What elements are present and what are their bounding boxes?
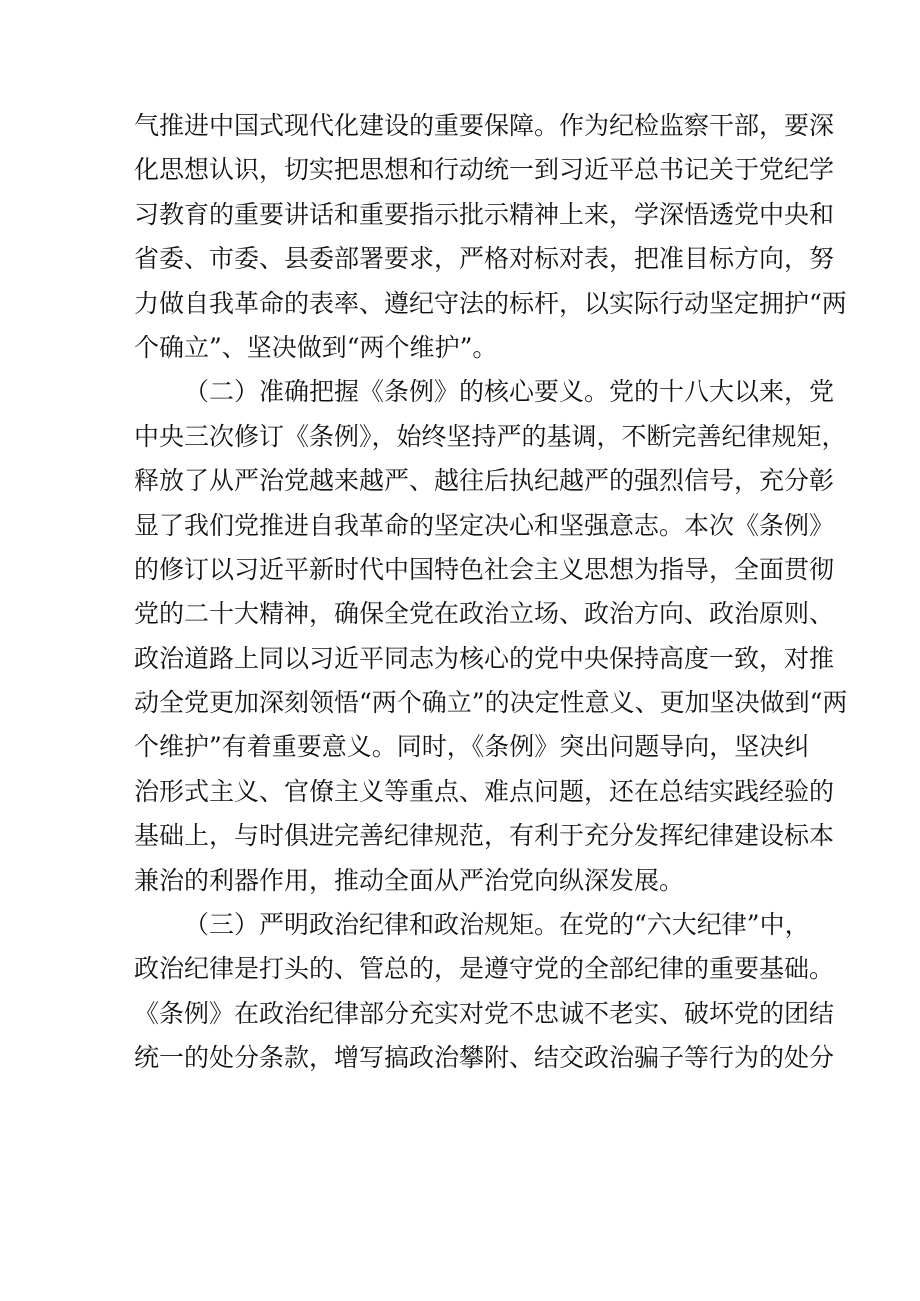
body-text [134,104,848,1081]
section-heading-line: （二）准确把握《条例》的核心要义。党的十八大以来，党 [184,377,835,407]
section-heading-line: （三）严明政治纪律和政治规矩。在党的“六大纪律”中， [184,910,810,940]
text-line: 治形式主义、官僚主义等重点、难点问题，还在总结实践经验的 [134,776,835,806]
text-line: 个确立”、坚决做到“两个维护”。 [134,332,498,362]
text-line: 个维护”有着重要意义。同时，《条例》突出问题导向，坚决纠 [134,732,810,762]
text-line: 释放了从严治党越来越严、越往后执纪越严的强烈信号，充分彰 [134,466,835,496]
text-line: 党的二十大精神，确保全党在政治立场、政治方向、政治原则、 [134,599,835,629]
text-line: 化思想认识，切实把思想和行动统一到习近平总书记关于党纪学 [134,155,835,185]
text-line: 中央三次修订《条例》，始终坚持严的基调，不断完善纪律规矩， [134,421,847,451]
text-line: 基础上，与时俱进完善纪律规范，有利于充分发挥纪律建设标本 [134,821,835,851]
text-line: 政治纪律是打头的、管总的，是遵守党的全部纪律的重要基础。 [134,954,835,984]
text-line: 动全党更加深刻领悟“两个确立”的决定性意义、更加坚决做到“两 [134,688,848,718]
text-line: 《条例》在政治纪律部分充实对党不忠诚不老实、破坏党的团结 [134,998,835,1028]
text-line: 的修订以习近平新时代中国特色社会主义思想为指导，全面贯彻 [134,554,835,584]
text-line: 政治道路上同以习近平同志为核心的党中央保持高度一致，对推 [134,643,835,673]
text-line: 习教育的重要讲话和重要指示批示精神上来，学深悟透党中央和 [134,199,835,229]
text-line: 气推进中国式现代化建设的重要保障。作为纪检监察干部，要深 [134,111,835,140]
text-line: 力做自我革命的表率、遵纪守法的标杆，以实际行动坚定拥护“两 [134,288,847,318]
text-line: 统一的处分条款，增写搞政治攀附、结交政治骗子等行为的处分 [134,1043,835,1073]
text-line: 兼治的利器作用，推动全面从严治党向纵深发展。 [134,865,685,895]
text-line: 省委、市委、县委部署要求，严格对标对表，把准目标方向，努 [134,244,835,274]
text-line: 显了我们党推进自我革命的坚定决心和坚强意志。本次《条例》 [134,510,835,540]
